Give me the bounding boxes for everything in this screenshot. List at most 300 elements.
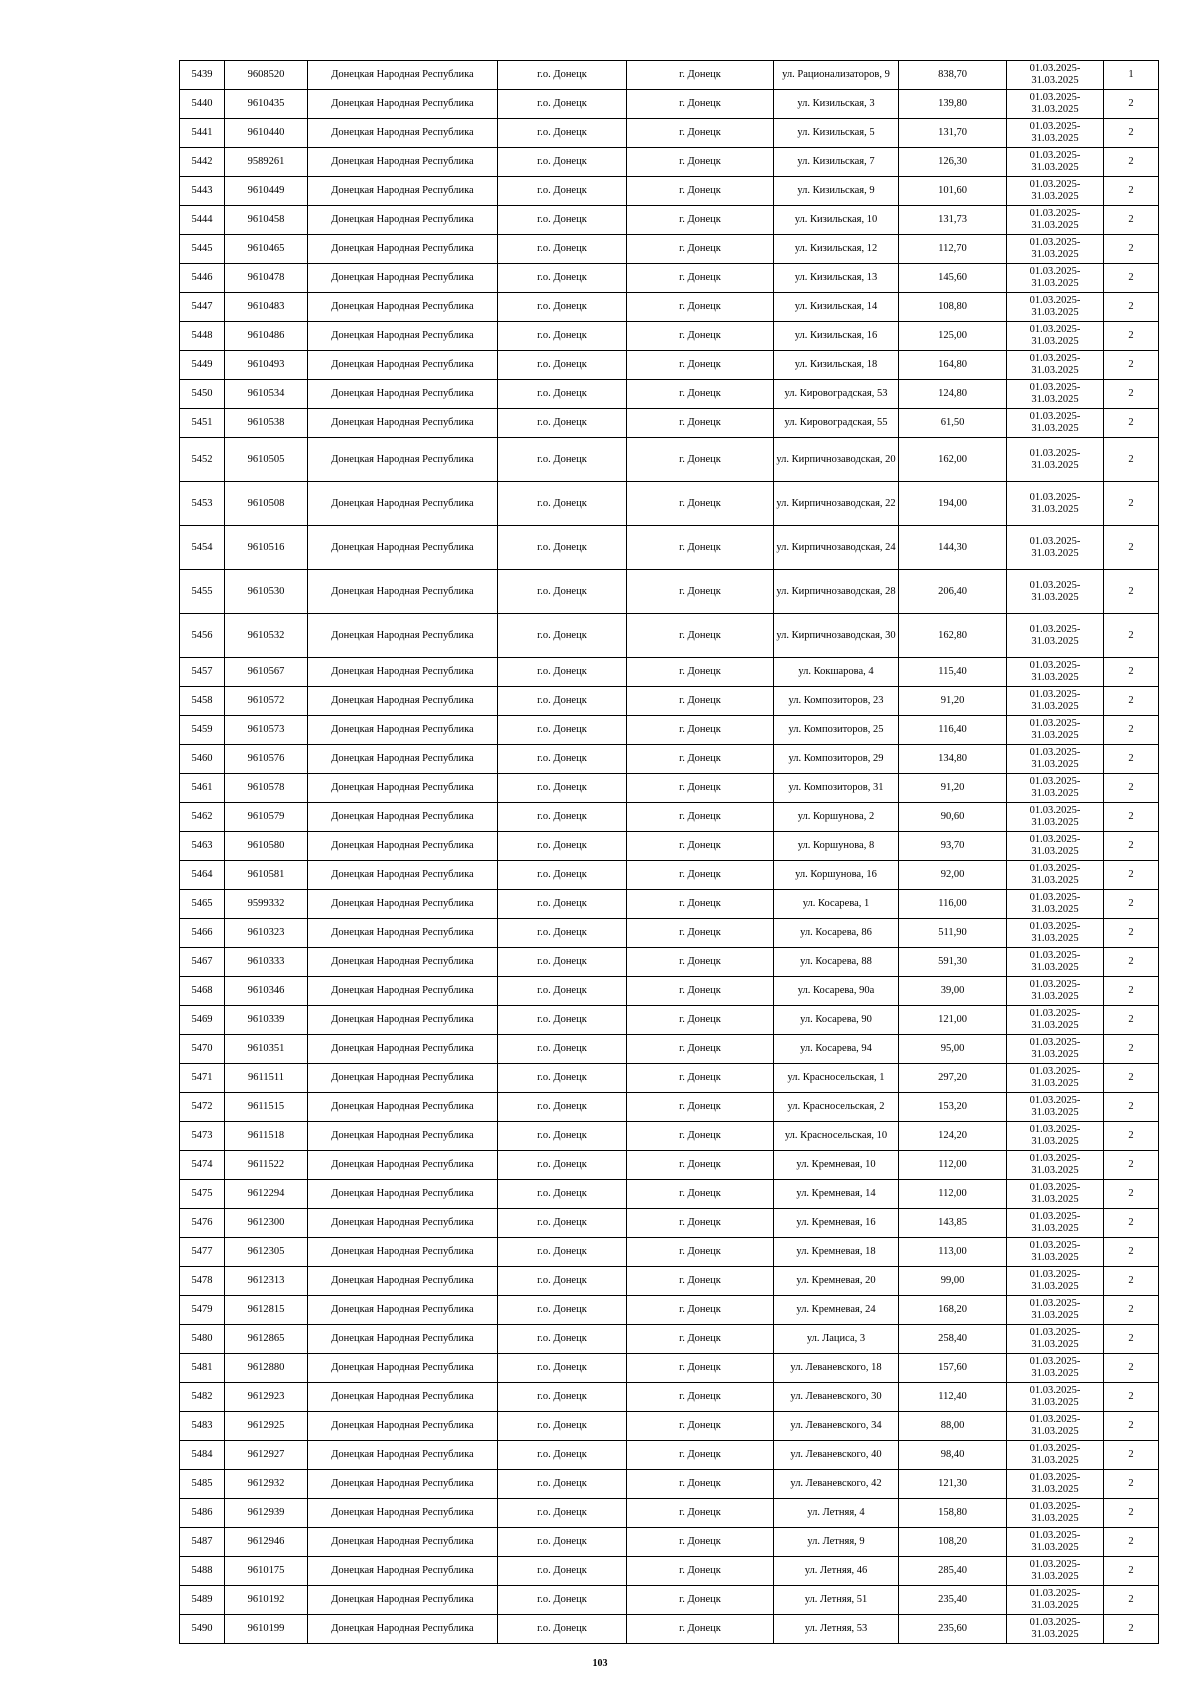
table-row bbox=[180, 1441, 1159, 1470]
address-cell: ул. Кирпичнозаводская, 28 bbox=[774, 570, 899, 614]
district-cell: г.о. Донецк bbox=[498, 861, 627, 890]
city-cell: г. Донецк bbox=[627, 774, 774, 803]
count-cell: 2 bbox=[1104, 1412, 1159, 1441]
region-cell: Донецкая Народная Республика bbox=[308, 1093, 498, 1122]
row-number: 5483 bbox=[180, 1412, 225, 1441]
count-cell: 2 bbox=[1104, 948, 1159, 977]
area-cell: 162,80 bbox=[899, 614, 1007, 658]
data-table bbox=[179, 60, 1159, 1644]
table-row bbox=[180, 1238, 1159, 1267]
region-cell: Донецкая Народная Республика bbox=[308, 1441, 498, 1470]
row-number: 5453 bbox=[180, 482, 225, 526]
object-code: 9611518 bbox=[225, 1122, 308, 1151]
district-cell: г.о. Донецк bbox=[498, 1122, 627, 1151]
count-cell: 2 bbox=[1104, 1122, 1159, 1151]
region-cell: Донецкая Народная Республика bbox=[308, 526, 498, 570]
period-cell: 01.03.2025-31.03.2025 bbox=[1007, 1180, 1104, 1209]
period-cell: 01.03.2025-31.03.2025 bbox=[1007, 1267, 1104, 1296]
address-cell: ул. Леваневского, 30 bbox=[774, 1383, 899, 1412]
city-cell: г. Донецк bbox=[627, 1180, 774, 1209]
address-cell: ул. Кизильская, 9 bbox=[774, 177, 899, 206]
table-row bbox=[180, 832, 1159, 861]
area-cell: 108,80 bbox=[899, 293, 1007, 322]
area-cell: 162,00 bbox=[899, 438, 1007, 482]
object-code: 9610567 bbox=[225, 658, 308, 687]
city-cell: г. Донецк bbox=[627, 1499, 774, 1528]
object-code: 9612305 bbox=[225, 1238, 308, 1267]
city-cell: г. Донецк bbox=[627, 1586, 774, 1615]
city-cell: г. Донецк bbox=[627, 658, 774, 687]
row-number: 5452 bbox=[180, 438, 225, 482]
address-cell: ул. Косарева, 94 bbox=[774, 1035, 899, 1064]
region-cell: Донецкая Народная Республика bbox=[308, 861, 498, 890]
area-cell: 90,60 bbox=[899, 803, 1007, 832]
period-cell: 01.03.2025-31.03.2025 bbox=[1007, 803, 1104, 832]
count-cell: 2 bbox=[1104, 1615, 1159, 1644]
region-cell: Донецкая Народная Республика bbox=[308, 658, 498, 687]
period-cell: 01.03.2025-31.03.2025 bbox=[1007, 322, 1104, 351]
address-cell: ул. Кизильская, 12 bbox=[774, 235, 899, 264]
period-cell: 01.03.2025-31.03.2025 bbox=[1007, 235, 1104, 264]
area-cell: 131,70 bbox=[899, 119, 1007, 148]
city-cell: г. Донецк bbox=[627, 1325, 774, 1354]
district-cell: г.о. Донецк bbox=[498, 1383, 627, 1412]
table-row bbox=[180, 1296, 1159, 1325]
district-cell: г.о. Донецк bbox=[498, 977, 627, 1006]
district-cell: г.о. Донецк bbox=[498, 570, 627, 614]
area-cell: 285,40 bbox=[899, 1557, 1007, 1586]
city-cell: г. Донецк bbox=[627, 1151, 774, 1180]
period-cell: 01.03.2025-31.03.2025 bbox=[1007, 774, 1104, 803]
area-cell: 99,00 bbox=[899, 1267, 1007, 1296]
row-number: 5460 bbox=[180, 745, 225, 774]
period-cell: 01.03.2025-31.03.2025 bbox=[1007, 948, 1104, 977]
object-code: 9612294 bbox=[225, 1180, 308, 1209]
count-cell: 2 bbox=[1104, 264, 1159, 293]
address-cell: ул. Красносельская, 10 bbox=[774, 1122, 899, 1151]
area-cell: 591,30 bbox=[899, 948, 1007, 977]
district-cell: г.о. Донецк bbox=[498, 1006, 627, 1035]
count-cell: 2 bbox=[1104, 570, 1159, 614]
address-cell: ул. Косарева, 1 bbox=[774, 890, 899, 919]
district-cell: г.о. Донецк bbox=[498, 1586, 627, 1615]
count-cell: 2 bbox=[1104, 322, 1159, 351]
period-cell: 01.03.2025-31.03.2025 bbox=[1007, 1325, 1104, 1354]
period-cell: 01.03.2025-31.03.2025 bbox=[1007, 1383, 1104, 1412]
count-cell: 2 bbox=[1104, 1209, 1159, 1238]
district-cell: г.о. Донецк bbox=[498, 1296, 627, 1325]
address-cell: ул. Леваневского, 40 bbox=[774, 1441, 899, 1470]
object-code: 9610323 bbox=[225, 919, 308, 948]
period-cell: 01.03.2025-31.03.2025 bbox=[1007, 861, 1104, 890]
row-number: 5478 bbox=[180, 1267, 225, 1296]
count-cell: 2 bbox=[1104, 351, 1159, 380]
period-cell: 01.03.2025-31.03.2025 bbox=[1007, 119, 1104, 148]
count-cell: 2 bbox=[1104, 1238, 1159, 1267]
region-cell: Донецкая Народная Республика bbox=[308, 482, 498, 526]
object-code: 9610199 bbox=[225, 1615, 308, 1644]
area-cell: 235,60 bbox=[899, 1615, 1007, 1644]
city-cell: г. Донецк bbox=[627, 687, 774, 716]
address-cell: ул. Кизильская, 13 bbox=[774, 264, 899, 293]
object-code: 9610578 bbox=[225, 774, 308, 803]
district-cell: г.о. Донецк bbox=[498, 948, 627, 977]
area-cell: 112,00 bbox=[899, 1151, 1007, 1180]
address-cell: ул. Кремневая, 14 bbox=[774, 1180, 899, 1209]
period-cell: 01.03.2025-31.03.2025 bbox=[1007, 1035, 1104, 1064]
district-cell: г.о. Донецк bbox=[498, 1615, 627, 1644]
count-cell: 2 bbox=[1104, 1035, 1159, 1064]
count-cell: 2 bbox=[1104, 1151, 1159, 1180]
object-code: 9599332 bbox=[225, 890, 308, 919]
region-cell: Донецкая Народная Республика bbox=[308, 1238, 498, 1267]
district-cell: г.о. Донецк bbox=[498, 1209, 627, 1238]
table-row bbox=[180, 803, 1159, 832]
city-cell: г. Донецк bbox=[627, 890, 774, 919]
area-cell: 157,60 bbox=[899, 1354, 1007, 1383]
table-body bbox=[180, 61, 1159, 1644]
period-cell: 01.03.2025-31.03.2025 bbox=[1007, 264, 1104, 293]
table-row bbox=[180, 1006, 1159, 1035]
district-cell: г.о. Донецк bbox=[498, 1267, 627, 1296]
region-cell: Донецкая Народная Республика bbox=[308, 264, 498, 293]
city-cell: г. Донецк bbox=[627, 380, 774, 409]
row-number: 5463 bbox=[180, 832, 225, 861]
object-code: 9610505 bbox=[225, 438, 308, 482]
table-row bbox=[180, 1528, 1159, 1557]
table-row bbox=[180, 526, 1159, 570]
area-cell: 91,20 bbox=[899, 687, 1007, 716]
table-row bbox=[180, 438, 1159, 482]
district-cell: г.о. Донецк bbox=[498, 148, 627, 177]
table-row bbox=[180, 177, 1159, 206]
region-cell: Донецкая Народная Республика bbox=[308, 1615, 498, 1644]
object-code: 9610175 bbox=[225, 1557, 308, 1586]
district-cell: г.о. Донецк bbox=[498, 1499, 627, 1528]
table-row bbox=[180, 1122, 1159, 1151]
table-row bbox=[180, 1354, 1159, 1383]
count-cell: 2 bbox=[1104, 235, 1159, 264]
count-cell: 2 bbox=[1104, 1093, 1159, 1122]
count-cell: 2 bbox=[1104, 438, 1159, 482]
object-code: 9610538 bbox=[225, 409, 308, 438]
district-cell: г.о. Донецк bbox=[498, 90, 627, 119]
address-cell: ул. Кизильская, 10 bbox=[774, 206, 899, 235]
period-cell: 01.03.2025-31.03.2025 bbox=[1007, 1557, 1104, 1586]
region-cell: Донецкая Народная Республика bbox=[308, 1122, 498, 1151]
city-cell: г. Донецк bbox=[627, 1615, 774, 1644]
address-cell: ул. Композиторов, 25 bbox=[774, 716, 899, 745]
period-cell: 01.03.2025-31.03.2025 bbox=[1007, 1354, 1104, 1383]
district-cell: г.о. Донецк bbox=[498, 1238, 627, 1267]
area-cell: 112,40 bbox=[899, 1383, 1007, 1412]
address-cell: ул. Косарева, 86 bbox=[774, 919, 899, 948]
region-cell: Донецкая Народная Республика bbox=[308, 1354, 498, 1383]
district-cell: г.о. Донецк bbox=[498, 322, 627, 351]
region-cell: Донецкая Народная Республика bbox=[308, 774, 498, 803]
count-cell: 2 bbox=[1104, 745, 1159, 774]
count-cell: 2 bbox=[1104, 716, 1159, 745]
period-cell: 01.03.2025-31.03.2025 bbox=[1007, 293, 1104, 322]
area-cell: 113,00 bbox=[899, 1238, 1007, 1267]
table-row bbox=[180, 1093, 1159, 1122]
address-cell: ул. Коршунова, 16 bbox=[774, 861, 899, 890]
row-number: 5461 bbox=[180, 774, 225, 803]
count-cell: 2 bbox=[1104, 919, 1159, 948]
region-cell: Донецкая Народная Республика bbox=[308, 1267, 498, 1296]
table-row bbox=[180, 206, 1159, 235]
row-number: 5472 bbox=[180, 1093, 225, 1122]
district-cell: г.о. Донецк bbox=[498, 61, 627, 90]
row-number: 5442 bbox=[180, 148, 225, 177]
object-code: 9612923 bbox=[225, 1383, 308, 1412]
row-number: 5480 bbox=[180, 1325, 225, 1354]
district-cell: г.о. Донецк bbox=[498, 351, 627, 380]
row-number: 5469 bbox=[180, 1006, 225, 1035]
city-cell: г. Донецк bbox=[627, 438, 774, 482]
period-cell: 01.03.2025-31.03.2025 bbox=[1007, 977, 1104, 1006]
table-row bbox=[180, 119, 1159, 148]
district-cell: г.о. Донецк bbox=[498, 482, 627, 526]
address-cell: ул. Кирпичнозаводская, 24 bbox=[774, 526, 899, 570]
count-cell: 2 bbox=[1104, 293, 1159, 322]
period-cell: 01.03.2025-31.03.2025 bbox=[1007, 716, 1104, 745]
row-number: 5479 bbox=[180, 1296, 225, 1325]
area-cell: 126,30 bbox=[899, 148, 1007, 177]
row-number: 5459 bbox=[180, 716, 225, 745]
count-cell: 2 bbox=[1104, 526, 1159, 570]
row-number: 5443 bbox=[180, 177, 225, 206]
area-cell: 131,73 bbox=[899, 206, 1007, 235]
area-cell: 108,20 bbox=[899, 1528, 1007, 1557]
address-cell: ул. Косарева, 90а bbox=[774, 977, 899, 1006]
area-cell: 61,50 bbox=[899, 409, 1007, 438]
area-cell: 511,90 bbox=[899, 919, 1007, 948]
district-cell: г.о. Донецк bbox=[498, 119, 627, 148]
table-row bbox=[180, 919, 1159, 948]
city-cell: г. Донецк bbox=[627, 148, 774, 177]
district-cell: г.о. Донецк bbox=[498, 1064, 627, 1093]
region-cell: Донецкая Народная Республика bbox=[308, 177, 498, 206]
count-cell: 2 bbox=[1104, 148, 1159, 177]
city-cell: г. Донецк bbox=[627, 1296, 774, 1325]
count-cell: 2 bbox=[1104, 1383, 1159, 1412]
period-cell: 01.03.2025-31.03.2025 bbox=[1007, 177, 1104, 206]
row-number: 5476 bbox=[180, 1209, 225, 1238]
row-number: 5454 bbox=[180, 526, 225, 570]
area-cell: 164,80 bbox=[899, 351, 1007, 380]
address-cell: ул. Кремневая, 18 bbox=[774, 1238, 899, 1267]
table-row bbox=[180, 1586, 1159, 1615]
period-cell: 01.03.2025-31.03.2025 bbox=[1007, 1441, 1104, 1470]
address-cell: ул. Кремневая, 10 bbox=[774, 1151, 899, 1180]
row-number: 5482 bbox=[180, 1383, 225, 1412]
city-cell: г. Донецк bbox=[627, 1267, 774, 1296]
period-cell: 01.03.2025-31.03.2025 bbox=[1007, 90, 1104, 119]
region-cell: Донецкая Народная Республика bbox=[308, 1528, 498, 1557]
district-cell: г.о. Донецк bbox=[498, 1035, 627, 1064]
table-row bbox=[180, 1412, 1159, 1441]
object-code: 9612880 bbox=[225, 1354, 308, 1383]
table-row bbox=[180, 658, 1159, 687]
city-cell: г. Донецк bbox=[627, 570, 774, 614]
region-cell: Донецкая Народная Республика bbox=[308, 687, 498, 716]
object-code: 9612865 bbox=[225, 1325, 308, 1354]
city-cell: г. Донецк bbox=[627, 264, 774, 293]
city-cell: г. Донецк bbox=[627, 948, 774, 977]
period-cell: 01.03.2025-31.03.2025 bbox=[1007, 1528, 1104, 1557]
period-cell: 01.03.2025-31.03.2025 bbox=[1007, 687, 1104, 716]
area-cell: 194,00 bbox=[899, 482, 1007, 526]
period-cell: 01.03.2025-31.03.2025 bbox=[1007, 438, 1104, 482]
district-cell: г.о. Донецк bbox=[498, 890, 627, 919]
count-cell: 2 bbox=[1104, 1296, 1159, 1325]
city-cell: г. Донецк bbox=[627, 293, 774, 322]
object-code: 9610458 bbox=[225, 206, 308, 235]
row-number: 5458 bbox=[180, 687, 225, 716]
object-code: 9610440 bbox=[225, 119, 308, 148]
count-cell: 2 bbox=[1104, 614, 1159, 658]
address-cell: ул. Лациса, 3 bbox=[774, 1325, 899, 1354]
count-cell: 2 bbox=[1104, 206, 1159, 235]
period-cell: 01.03.2025-31.03.2025 bbox=[1007, 745, 1104, 774]
count-cell: 2 bbox=[1104, 1441, 1159, 1470]
district-cell: г.о. Донецк bbox=[498, 658, 627, 687]
city-cell: г. Донецк bbox=[627, 1035, 774, 1064]
city-cell: г. Донецк bbox=[627, 177, 774, 206]
city-cell: г. Донецк bbox=[627, 61, 774, 90]
period-cell: 01.03.2025-31.03.2025 bbox=[1007, 1064, 1104, 1093]
count-cell: 2 bbox=[1104, 1267, 1159, 1296]
address-cell: ул. Кизильская, 18 bbox=[774, 351, 899, 380]
district-cell: г.о. Донецк bbox=[498, 409, 627, 438]
district-cell: г.о. Донецк bbox=[498, 235, 627, 264]
object-code: 9610449 bbox=[225, 177, 308, 206]
region-cell: Донецкая Народная Республика bbox=[308, 1557, 498, 1586]
district-cell: г.о. Донецк bbox=[498, 803, 627, 832]
city-cell: г. Донецк bbox=[627, 351, 774, 380]
address-cell: ул. Кировоградская, 55 bbox=[774, 409, 899, 438]
area-cell: 95,00 bbox=[899, 1035, 1007, 1064]
row-number: 5468 bbox=[180, 977, 225, 1006]
address-cell: ул. Композиторов, 29 bbox=[774, 745, 899, 774]
region-cell: Донецкая Народная Республика bbox=[308, 1412, 498, 1441]
district-cell: г.о. Донецк bbox=[498, 206, 627, 235]
area-cell: 153,20 bbox=[899, 1093, 1007, 1122]
city-cell: г. Донецк bbox=[627, 745, 774, 774]
table-row bbox=[180, 264, 1159, 293]
address-cell: ул. Композиторов, 31 bbox=[774, 774, 899, 803]
object-code: 9589261 bbox=[225, 148, 308, 177]
table-row bbox=[180, 774, 1159, 803]
row-number: 5488 bbox=[180, 1557, 225, 1586]
row-number: 5477 bbox=[180, 1238, 225, 1267]
address-cell: ул. Летняя, 4 bbox=[774, 1499, 899, 1528]
row-number: 5451 bbox=[180, 409, 225, 438]
object-code: 9608520 bbox=[225, 61, 308, 90]
table-row bbox=[180, 235, 1159, 264]
count-cell: 2 bbox=[1104, 1586, 1159, 1615]
address-cell: ул. Леваневского, 34 bbox=[774, 1412, 899, 1441]
count-cell: 2 bbox=[1104, 1180, 1159, 1209]
object-code: 9610483 bbox=[225, 293, 308, 322]
district-cell: г.о. Донецк bbox=[498, 1441, 627, 1470]
district-cell: г.о. Донецк bbox=[498, 526, 627, 570]
row-number: 5487 bbox=[180, 1528, 225, 1557]
count-cell: 2 bbox=[1104, 177, 1159, 206]
table-row bbox=[180, 1267, 1159, 1296]
area-cell: 115,40 bbox=[899, 658, 1007, 687]
address-cell: ул. Летняя, 9 bbox=[774, 1528, 899, 1557]
count-cell: 1 bbox=[1104, 61, 1159, 90]
address-cell: ул. Кизильская, 5 bbox=[774, 119, 899, 148]
city-cell: г. Донецк bbox=[627, 1064, 774, 1093]
city-cell: г. Донецк bbox=[627, 919, 774, 948]
district-cell: г.о. Донецк bbox=[498, 745, 627, 774]
area-cell: 101,60 bbox=[899, 177, 1007, 206]
row-number: 5470 bbox=[180, 1035, 225, 1064]
region-cell: Донецкая Народная Республика bbox=[308, 832, 498, 861]
city-cell: г. Донецк bbox=[627, 832, 774, 861]
count-cell: 2 bbox=[1104, 1528, 1159, 1557]
region-cell: Донецкая Народная Республика bbox=[308, 919, 498, 948]
count-cell: 2 bbox=[1104, 1470, 1159, 1499]
area-cell: 121,00 bbox=[899, 1006, 1007, 1035]
count-cell: 2 bbox=[1104, 1499, 1159, 1528]
address-cell: ул. Коршунова, 2 bbox=[774, 803, 899, 832]
count-cell: 2 bbox=[1104, 803, 1159, 832]
table-row bbox=[180, 1557, 1159, 1586]
region-cell: Донецкая Народная Республика bbox=[308, 293, 498, 322]
row-number: 5475 bbox=[180, 1180, 225, 1209]
address-cell: ул. Летняя, 46 bbox=[774, 1557, 899, 1586]
area-cell: 145,60 bbox=[899, 264, 1007, 293]
area-cell: 168,20 bbox=[899, 1296, 1007, 1325]
row-number: 5474 bbox=[180, 1151, 225, 1180]
row-number: 5486 bbox=[180, 1499, 225, 1528]
address-cell: ул. Кремневая, 20 bbox=[774, 1267, 899, 1296]
period-cell: 01.03.2025-31.03.2025 bbox=[1007, 351, 1104, 380]
count-cell: 2 bbox=[1104, 977, 1159, 1006]
object-code: 9612939 bbox=[225, 1499, 308, 1528]
city-cell: г. Донецк bbox=[627, 1528, 774, 1557]
table-row bbox=[180, 61, 1159, 90]
address-cell: ул. Красносельская, 1 bbox=[774, 1064, 899, 1093]
object-code: 9610532 bbox=[225, 614, 308, 658]
city-cell: г. Донецк bbox=[627, 1412, 774, 1441]
address-cell: ул. Кирпичнозаводская, 20 bbox=[774, 438, 899, 482]
period-cell: 01.03.2025-31.03.2025 bbox=[1007, 1006, 1104, 1035]
table-row bbox=[180, 1325, 1159, 1354]
period-cell: 01.03.2025-31.03.2025 bbox=[1007, 1151, 1104, 1180]
row-number: 5439 bbox=[180, 61, 225, 90]
table-row bbox=[180, 890, 1159, 919]
area-cell: 838,70 bbox=[899, 61, 1007, 90]
district-cell: г.о. Донецк bbox=[498, 177, 627, 206]
district-cell: г.о. Донецк bbox=[498, 1412, 627, 1441]
district-cell: г.о. Донецк bbox=[498, 1354, 627, 1383]
city-cell: г. Донецк bbox=[627, 803, 774, 832]
city-cell: г. Донецк bbox=[627, 322, 774, 351]
district-cell: г.о. Донецк bbox=[498, 716, 627, 745]
period-cell: 01.03.2025-31.03.2025 bbox=[1007, 1615, 1104, 1644]
area-cell: 297,20 bbox=[899, 1064, 1007, 1093]
count-cell: 2 bbox=[1104, 119, 1159, 148]
table-row bbox=[180, 1470, 1159, 1499]
city-cell: г. Донецк bbox=[627, 1470, 774, 1499]
row-number: 5466 bbox=[180, 919, 225, 948]
city-cell: г. Донецк bbox=[627, 526, 774, 570]
